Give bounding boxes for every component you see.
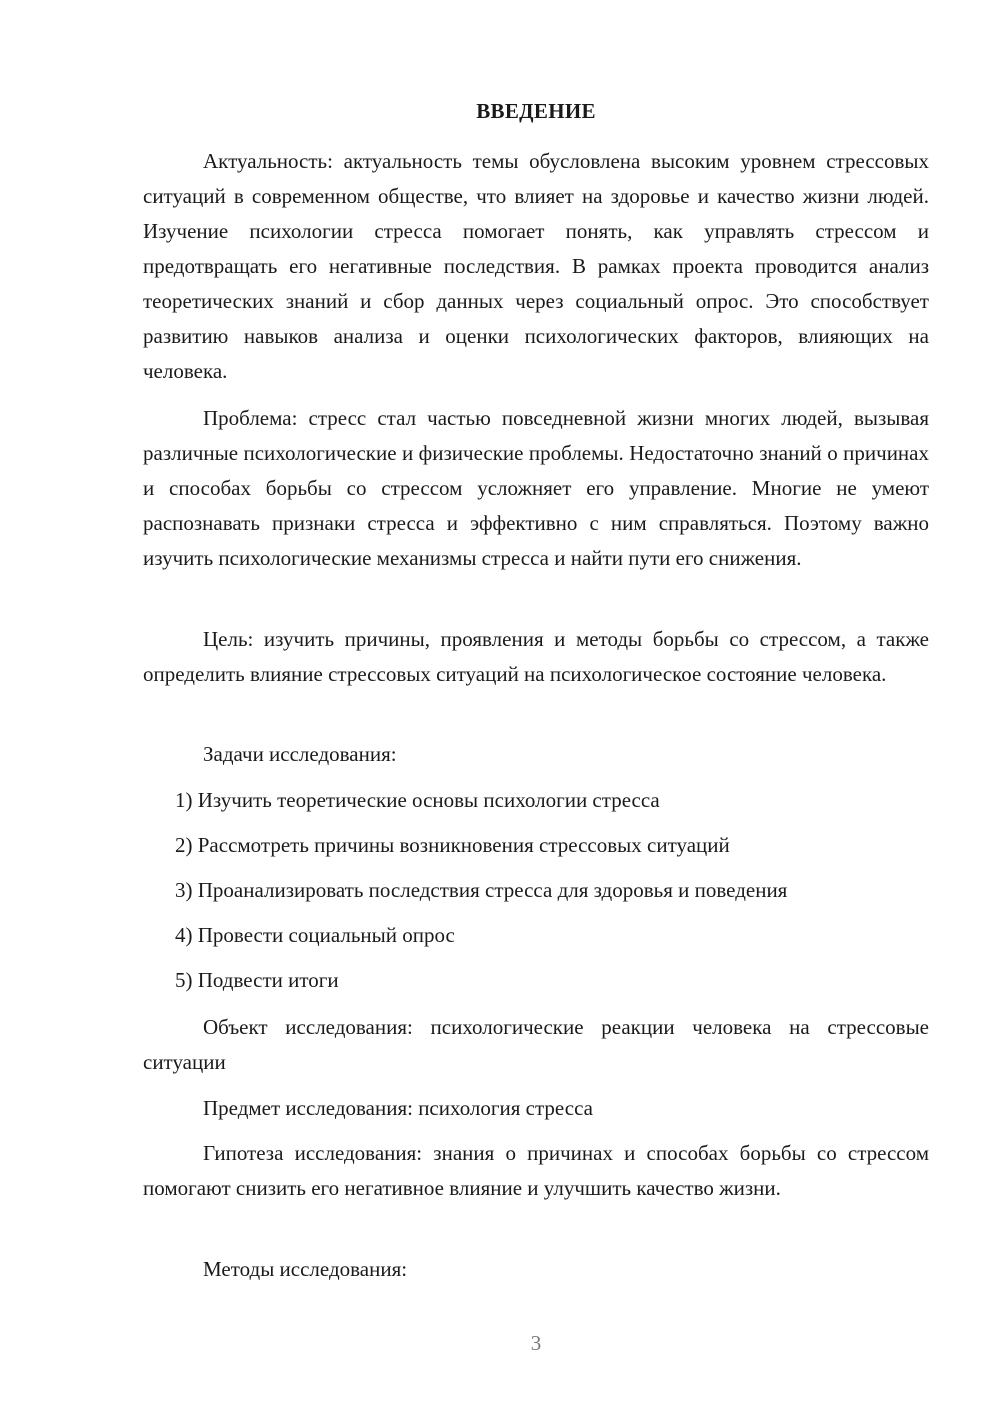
goal-paragraph: Цель: изучить причины, проявления и методы борьбы со стрессом, а также определить влияние стрессовых ситуаций на психологическое состояние человека.	[143, 627, 929, 686]
hypothesis-paragraph: Гипотеза исследования: знания о причинах и способах борьбы со стрессом помогают снизить его негативное влияние и улучшить качество жизни.	[143, 1141, 929, 1200]
task-item-5: 5) Подвести итоги	[175, 968, 339, 992]
task-item-1: 1) Изучить теоретические основы психологии стресса	[175, 788, 660, 812]
page-number: 3	[530, 1331, 542, 1355]
relevance-paragraph: Актуальность: актуальность темы обусловлена высоким уровнем стрессовых ситуаций в современном обществе, что влияет на здоровье и качество жизни людей. Изучение психологии стресса помогает понять, как управлять стрессом и предотвращать его негативные последствия. В рамках проекта проводится анализ теоретических знаний и сбор данных через социальный опрос. Это способствует развитию навыков анализа и оценки психологических факторов, влияющих на человека.	[143, 149, 929, 383]
problem-paragraph: Проблема: стресс стал частью повседневной жизни многих людей, вызывая различные психологические и физические проблемы. Недостаточно знаний о причинах и способах борьбы со стрессом усложняет его управление. Многие не умеют распознавать признаки стресса и эффективно с ним справляться. Поэтому важно изучить психологические механизмы стресса и найти пути его снижения.	[143, 406, 929, 570]
object-paragraph: Объект исследования: психологические реакции человека на стрессовые ситуации	[143, 1015, 929, 1074]
task-item-4: 4) Провести социальный опрос	[175, 923, 455, 947]
section-heading: ВВЕДЕНИЕ	[476, 99, 596, 123]
task-item-3: 3) Проанализировать последствия стресса для здоровья и поведения	[175, 878, 788, 902]
methods-title: Методы исследования:	[203, 1257, 408, 1281]
tasks-title: Задачи исследования:	[203, 742, 397, 766]
task-item-2: 2) Рассмотреть причины возникновения стрессовых ситуаций	[175, 833, 730, 857]
subject-line: Предмет исследования: психология стресса	[203, 1096, 593, 1120]
